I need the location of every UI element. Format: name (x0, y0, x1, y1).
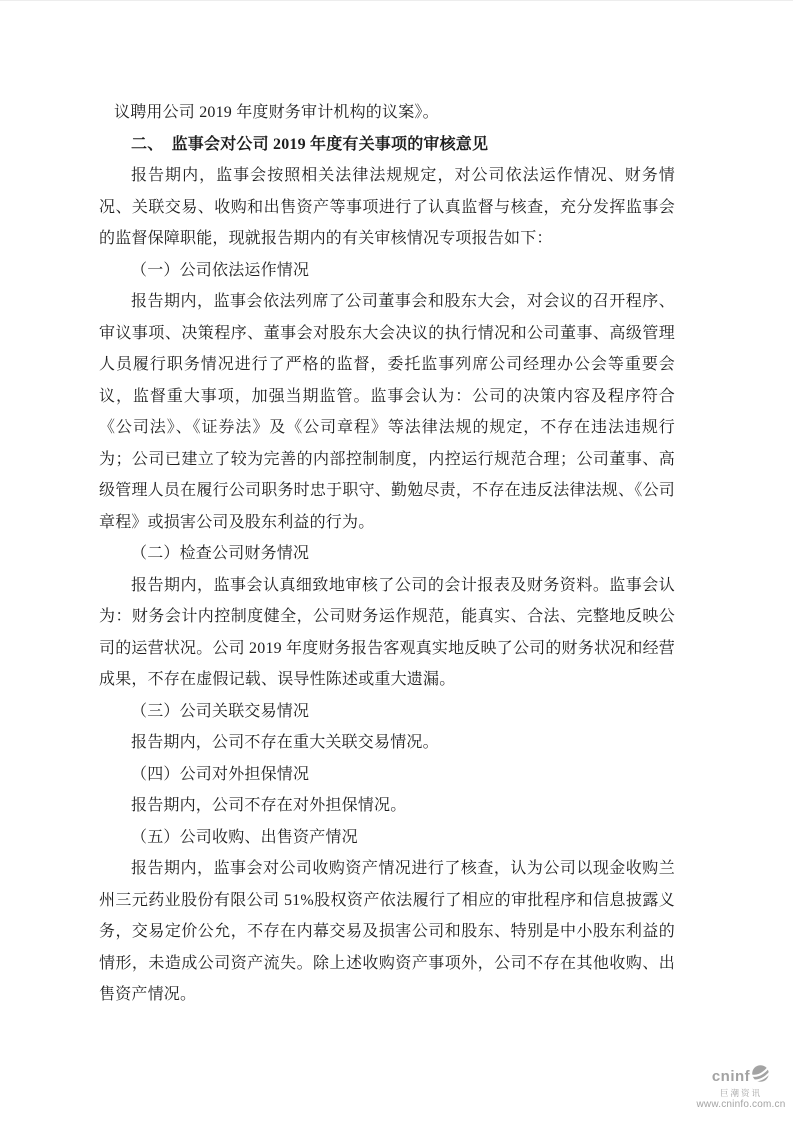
paragraph-body: 报告期内，公司不存在对外担保情况。 (131, 797, 407, 814)
paragraph-body: 报告期内，公司不存在重大关联交易情况。 (131, 734, 439, 751)
paragraph-body: 报告期内，监事会认真细致地审核了公司的会计报表及财务资料。监事会认为：财务会计内控制度健全，公司财务运作规范，能真实、合法、完整地反映公司的运营状况。公司 2019 年度财务报告客观真实地反映了公司的财务状况和经营成果，不存在虚假记载、误导性陈述或重大遗漏。 (99, 576, 675, 688)
cninfo-logo-row (695, 1067, 787, 1087)
paragraph-body: 报告期内，监事会依法列席了公司董事会和股东大会，对会议的召开程序、审议事项、决策程序、董事会对股东大会决议的执行情况和公司董事、高级管理人员履行职务情况进行了严格的监督，委托监事列席公司经理办公会等重要会议，监督重大事项，加强当期监管。监事会认为：公司的决策内容及程序符合《公司法》、《证券法》及《公司章程》等法律法规的规定，不存在违法违规行为；公司已建立了较为完善的内部控制制度，内控运行规范合理；公司董事、高级管理人员在履行公司职务时忠于职守、勤勉尽责，不存在违反法律法规、《公司章程》或损害公司及股东利益的行为。 (99, 293, 675, 531)
cninfo-swirl-icon (751, 1064, 770, 1087)
paragraph-subheading: （二）检查公司财务情况 (131, 545, 310, 562)
cninfo-watermark (695, 1067, 787, 1111)
cninfo-url: www.cninfo.com.cn (696, 1099, 786, 1110)
paragraph-subheading: （五）公司收购、出售资产情况 (131, 828, 358, 846)
cninfo-logo-text: cninf (711, 1068, 751, 1085)
paragraph-subheading: （三）公司关联交易情况 (131, 702, 310, 720)
document-text-block (99, 97, 675, 1011)
paragraph-body: 报告期内，监事会按照相关法律法规规定，对公司依法运作情况、财务情况、关联交易、收购和出售资产等事项进行了认真监督与核查，充分发挥监事会的监督保障职能，现就报告期内的有关审核情况专项报告如下： (99, 167, 675, 247)
paragraph-subheading: （一）公司依法运作情况 (131, 261, 310, 279)
cninfo-brand-chinese: 巨潮资讯 (719, 1087, 762, 1098)
paragraph-subheading: （四）公司对外担保情况 (131, 765, 310, 783)
paragraph-heading: 二、 监事会对公司 2019 年度有关事项的审核意见 (131, 135, 489, 153)
paragraph-continuation: 议聘用公司 2019 年度财务审计机构的议案》。 (114, 104, 439, 121)
paragraph-body: 报告期内，监事会对公司收购资产情况进行了核查，认为公司以现金收购兰州三元药业股份有限公司 51%股权资产依法履行了相应的审批程序和信息披露义务，交易定价公允，不存在内幕交易及损害公司和股东、特别是中小股东利益的情形，未造成公司资产流失。除上述收购资产事项外，公司不存在其他收购、出售资产情况。 (99, 860, 675, 1003)
